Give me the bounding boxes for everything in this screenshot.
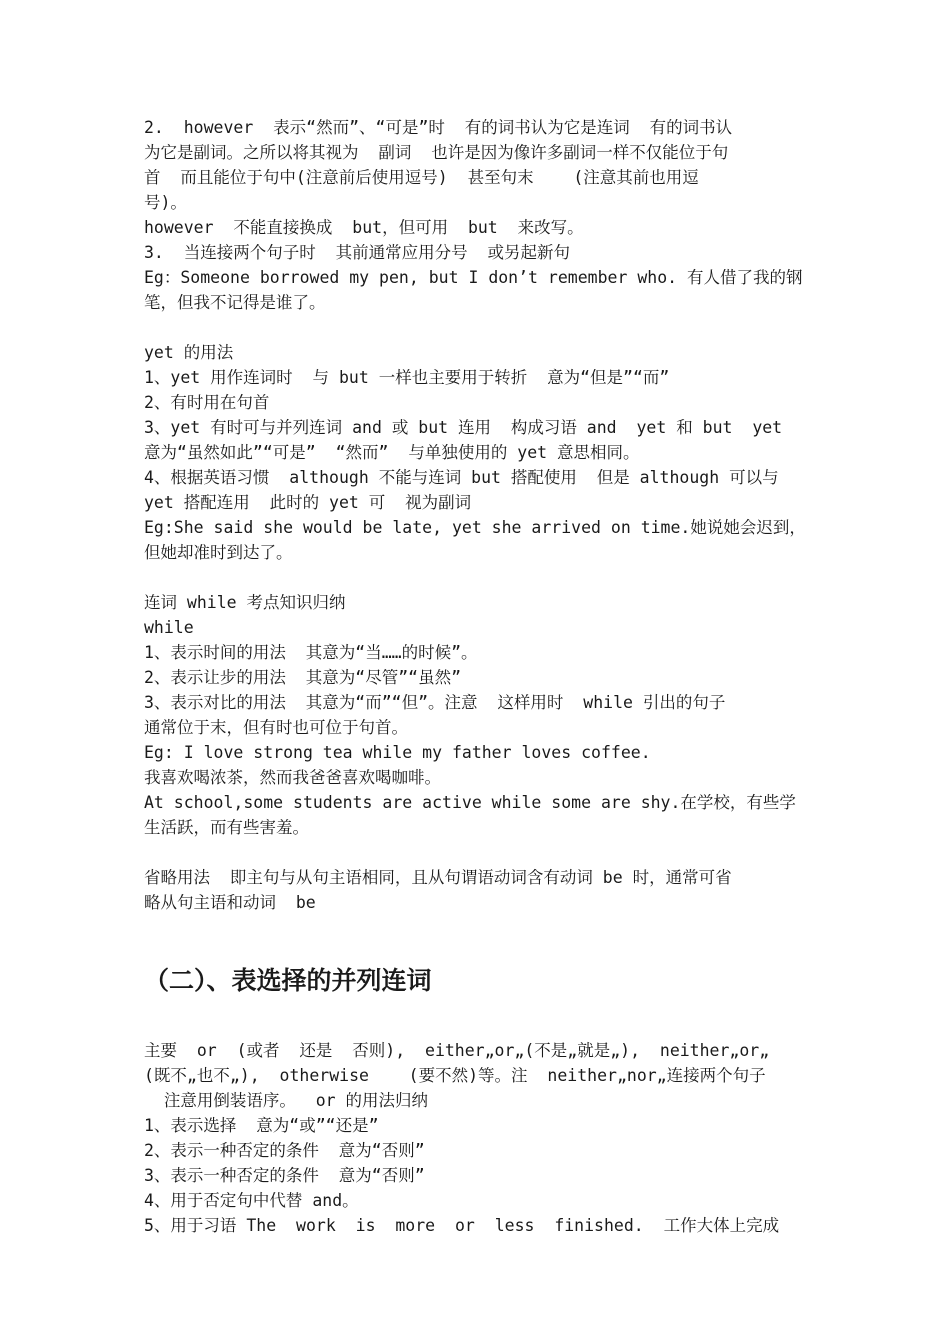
paragraph-line: At school,some students are active while some are shy.在学校，有些学 [144, 793, 796, 812]
paragraph-line: 1、yet 用作连词时 与 but 一样也主要用于转折 意为“但是”“而” [144, 368, 670, 387]
paragraph-line: 省略用法 即主句与从句主语相同，且从句谓语动词含有动词 be 时，通常可省 [144, 868, 732, 887]
paragraph-line: 4、用于否定句中代替 and。 [144, 1191, 359, 1210]
paragraph-line: 3、表示对比的用法 其意为“而”“但”。注意 这样用时 while 引出的句子 [144, 693, 726, 712]
paragraph-line: while [144, 618, 194, 637]
spacer [144, 840, 814, 865]
document-page [144, 115, 814, 1238]
however-section [144, 115, 814, 315]
section-heading: （二）、表选择的并列连词 [144, 966, 432, 995]
paragraph-line: Eg: I love strong tea while my father loves coffee. [144, 743, 651, 762]
section-title: 连词 while 考点知识归纳 [144, 593, 346, 612]
paragraph-line: Eg：Someone borrowed my pen, but I don’t remember who. 有人借了我的钢 [144, 268, 803, 287]
spacer [144, 565, 814, 590]
paragraph-line: 生活跃，而有些害羞。 [144, 818, 309, 837]
paragraph-line: 但她却准时到达了。 [144, 543, 293, 562]
paragraph-line: 注意用倒装语序。 or 的用法归纳 [144, 1091, 429, 1110]
paragraph-line: (既不„也不„), otherwise (要不然)等。注 neither„nor„连接两个句子 [144, 1066, 766, 1085]
paragraph-line: 2、有时用在句首 [144, 393, 270, 412]
or-section [144, 1038, 814, 1238]
paragraph-line: 2、表示一种否定的条件 意为“否则” [144, 1141, 425, 1160]
paragraph-line: 意为“虽然如此”“可是” “然而” 与单独使用的 yet 意思相同。 [144, 443, 640, 462]
paragraph-line: however 不能直接换成 but，但可用 but 来改写。 [144, 218, 584, 237]
paragraph-line: 4、根据英语习惯 although 不能与连词 but 搭配使用 但是 although 可以与 [144, 468, 779, 487]
section-title: yet 的用法 [144, 343, 234, 362]
paragraph-line: 为它是副词。之所以将其视为 副词 也许是因为像许多副词一样不仅能位于句 [144, 143, 729, 162]
paragraph-line: 2. however 表示“然而”、“可是”时 有的词书认为它是连词 有的词书认 [144, 118, 733, 137]
paragraph-line: 3、yet 有时可与并列连词 and 或 but 连用 构成习语 and yet 和 but yet [144, 418, 783, 437]
paragraph-line: 2、表示让步的用法 其意为“尽管”“虽然” [144, 668, 462, 687]
yet-section [144, 340, 814, 565]
paragraph-line: 3. 当连接两个句子时 其前通常应用分号 或另起新句 [144, 243, 570, 262]
spacer [144, 1001, 814, 1038]
paragraph-line: Eg:She said she would be late, yet she arrived on time.她说她会迟到， [144, 518, 806, 537]
paragraph-line: 略从句主语和动词 be [144, 893, 316, 912]
paragraph-line: 3、表示一种否定的条件 意为“否则” [144, 1166, 425, 1185]
paragraph-line: 5、用于习语 The work is more or less finished. 工作大体上完成 [144, 1216, 780, 1235]
spacer [144, 315, 814, 340]
paragraph-line: yet 搭配连用 此时的 yet 可 视为副词 [144, 493, 472, 512]
while-section [144, 590, 814, 840]
paragraph-line: 笔，但我不记得是谁了。 [144, 293, 326, 312]
omission-section [144, 865, 814, 915]
paragraph-line: 主要 or (或者 还是 否则), either„or„(不是„就是„), neither„or„ [144, 1041, 770, 1060]
paragraph-line: 我喜欢喝浓茶，然而我爸爸喜欢喝咖啡。 [144, 768, 441, 787]
paragraph-line: 首 而且能位于句中(注意前后使用逗号) 甚至句末 (注意其前也用逗 [144, 168, 699, 187]
paragraph-line: 1、表示时间的用法 其意为“当……的时候”。 [144, 643, 478, 662]
paragraph-line: 号)。 [144, 193, 187, 212]
paragraph-line: 1、表示选择 意为“或”“还是” [144, 1116, 379, 1135]
paragraph-line: 通常位于末，但有时也可位于句首。 [144, 718, 408, 737]
spacer [144, 915, 814, 961]
